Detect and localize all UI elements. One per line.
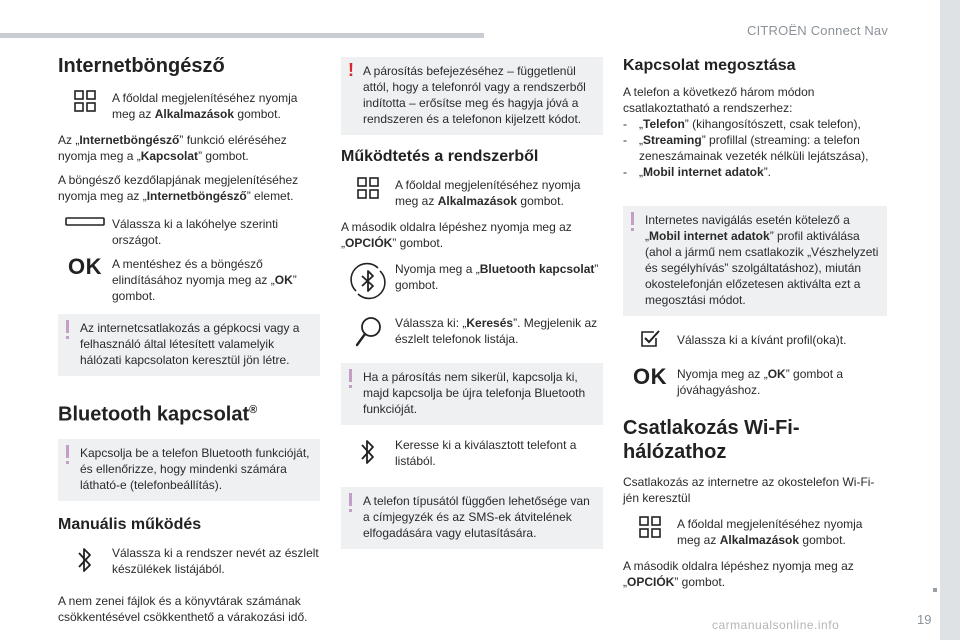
- step-ok: OK Nyomja meg az „OK” gombot a jóváhagyáshoz.: [633, 364, 844, 397]
- info-note-mobile-data: Internetes navigálás esetén kötelező a „Mobil internet adatok” profil aktiválása (ahol a jármű nem csatlakozik „Vészhelyzeti és segélyhívás” szolgáltatáshoz), miután okostelefonján előzetesen aktiválta ezt a megosztási módot.: [623, 206, 887, 316]
- apps-grid-icon: [58, 90, 112, 112]
- profile-list: [623, 116, 887, 180]
- step-bluetooth: Nyomja meg a „Bluetooth kapcsolat” gombot.: [341, 261, 603, 301]
- step-country: Válassza ki a lakóhelye szerinti országot.: [58, 216, 320, 248]
- search-icon: [341, 315, 395, 349]
- list-item: - „Telefon” (kihangosítószett, csak telefon),: [623, 117, 861, 131]
- info-icon: [66, 445, 69, 458]
- section-title-sharing: Kapcsolat megosztása: [623, 57, 796, 74]
- column-3: [623, 56, 887, 590]
- column-1: [58, 52, 320, 625]
- section-title-bluetooth: Bluetooth kapcsolat®: [58, 403, 258, 426]
- info-note-connection: Az internetcsatlakozás a gépkocsi vagy a felhasználó által létesített valamelyik hálózati kapcsolaton keresztül jön létre.: [58, 314, 320, 376]
- page-number: 19: [917, 612, 932, 627]
- info-icon: [349, 493, 352, 506]
- para-options: A második oldalra lépéshez nyomja meg az „OPCIÓK” gombot.: [623, 559, 854, 589]
- apps-grid-icon: [623, 516, 677, 538]
- para-homepage: A böngésző kezdőlapjának megjelenítéséhez nyomja meg az „Internetböngésző” elemet.: [58, 173, 299, 203]
- section-title-system: Működtetés a rendszerből: [341, 148, 539, 165]
- info-icon: [349, 369, 352, 382]
- page-edge-bar: [940, 0, 960, 640]
- info-icon: [631, 212, 634, 225]
- step-ok: OK A mentéshez és a böngésző elindításához nyomja meg az „OK” gombot.: [68, 254, 297, 303]
- checkbox-icon: [623, 328, 677, 350]
- info-note-phonebook: A telefon típusától függően lehetősége van a címjegyzék és az SMS-ek átvitelének elfogadására vagy elutasítására.: [341, 487, 603, 549]
- step-home: A főoldal megjelenítéséhez nyomja meg az Alkalmazások gombot.: [623, 516, 887, 548]
- ok-button-icon: OK: [68, 254, 102, 279]
- step-search: Válassza ki: „Keresés”. Megjelenik az észlelt telefonok listája.: [341, 315, 603, 349]
- step-profile: Válassza ki a kívánt profil(oka)t.: [623, 328, 887, 350]
- info-note-bluetooth: Kapcsolja be a telefon Bluetooth funkcióját, és ellenőrizze, hogy mindenki számára látható-e (telefonbeállítás).: [58, 439, 320, 501]
- step-manual: Válassza ki a rendszer nevét az észlelt készülékek listájából.: [58, 545, 320, 577]
- list-item: - „Mobil internet adatok”.: [623, 165, 772, 179]
- brand-title: CITROËN Connect Nav: [747, 23, 889, 38]
- column-2: [341, 57, 603, 549]
- bluetooth-icon: [341, 437, 395, 467]
- section-title-browser: Internetböngésző: [58, 55, 225, 77]
- para-open-browser: Az „Internetböngésző” funkció eléréséhez nyomja meg a „Kapcsolat” gombot.: [58, 133, 287, 163]
- header-rule: [0, 33, 484, 38]
- watermark: carmanualsonline.info: [712, 618, 840, 632]
- info-icon: [66, 320, 69, 333]
- para-options: A második oldalra lépéshez nyomja meg az „OPCIÓK” gombot.: [341, 220, 572, 250]
- apps-grid-icon: [341, 177, 395, 199]
- para-wifi-intro: Csatlakozás az internetre az okostelefon Wi-Fi-jén keresztül: [623, 475, 875, 505]
- section-title-manual: Manuális működés: [58, 515, 202, 533]
- info-note-pairing-fail: Ha a párosítás nem sikerül, kapcsolja ki, majd kapcsolja be újra telefonja Bluetooth funkcióját.: [341, 363, 603, 425]
- section-title-wifi: Csatlakozás Wi-Fi-hálózathoz: [623, 417, 800, 463]
- step-home: A főoldal megjelenítéséhez nyomja meg az Alkalmazások gombot.: [58, 90, 320, 122]
- para-waiting: A nem zenei fájlok és a könyvtárak számának csökkentésével csökkenthető a várakozási idő.: [58, 593, 308, 624]
- ok-button-icon: OK: [633, 364, 667, 389]
- page-marker: [933, 588, 937, 592]
- para-intro: A telefon a következő három módon csatlakoztatható a rendszerhez:: [623, 85, 815, 115]
- list-item: - „Streaming” profillal (streaming: a telefon zeneszámainak vezeték nélküli lejátszása),: [623, 133, 869, 163]
- warning-icon: !: [348, 60, 354, 80]
- country-bar-icon: [58, 216, 112, 228]
- bluetooth-icon: [58, 545, 112, 575]
- bluetooth-circle-icon: [341, 261, 395, 301]
- warning-note-pairing: ! A párosítás befejezéséhez – függetlenül attól, hogy a telefonról vagy a rendszerből indította – erősítse meg és hagyja jóvá a rendszeren és a telefonon kijelzett kódot.: [341, 57, 603, 135]
- step-home: A főoldal megjelenítéséhez nyomja meg az Alkalmazások gombot.: [341, 177, 603, 209]
- step-select-phone: Keresse ki a kiválasztott telefont a listából.: [341, 437, 603, 469]
